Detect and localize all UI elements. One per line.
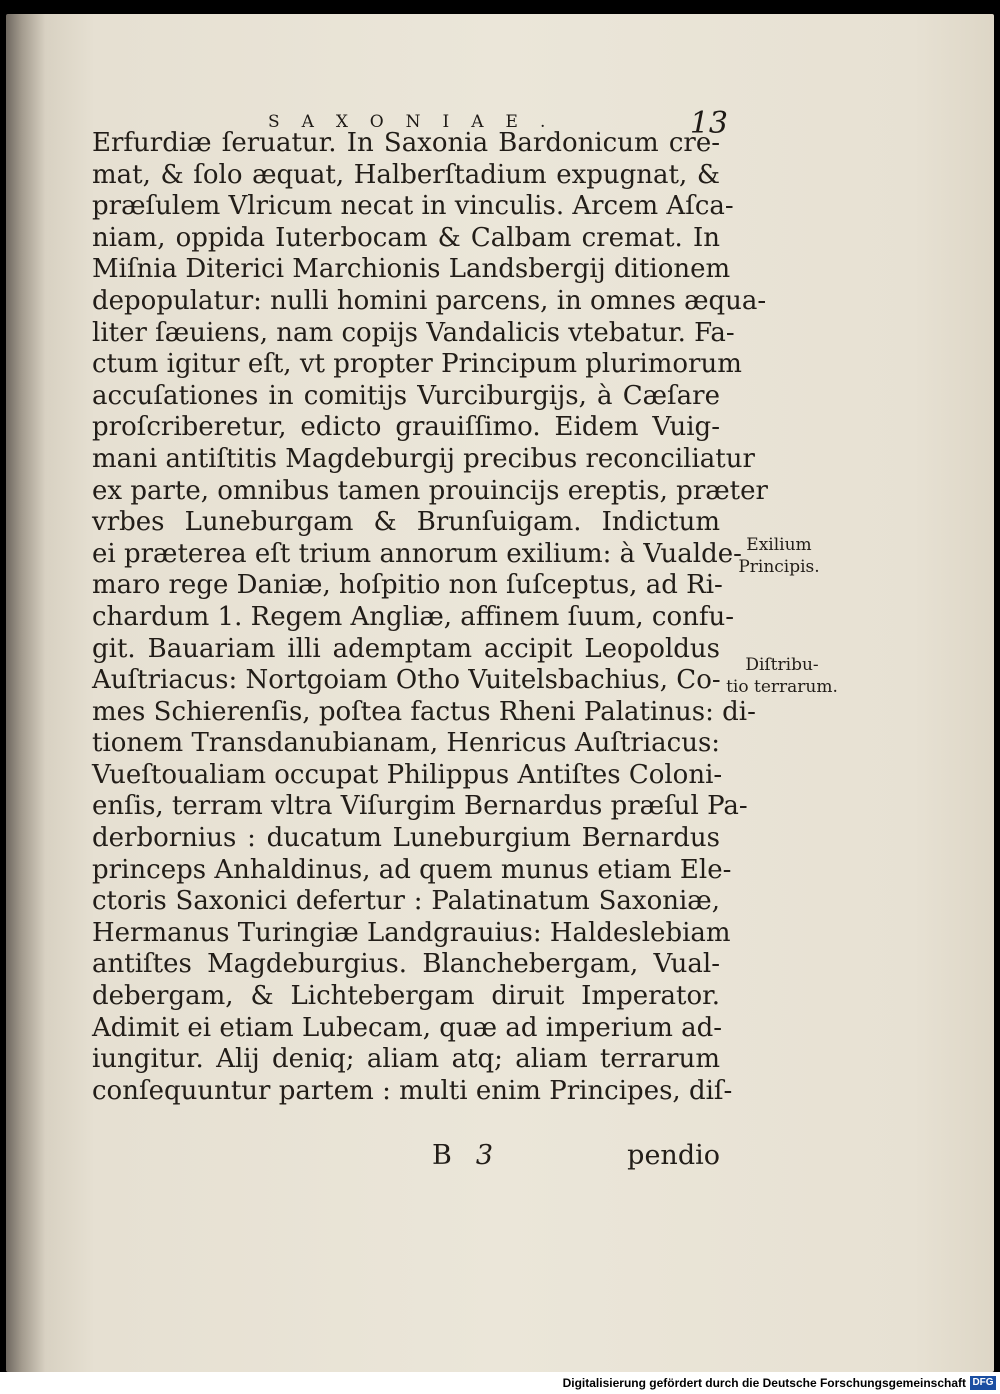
- text-line: vrbes Luneburgam & Brunſuigam. Indictum: [92, 507, 720, 538]
- text-line: antiſtes Magdeburgius. Blanchebergam, Vual-: [92, 949, 720, 980]
- signature-letter: B: [432, 1140, 458, 1171]
- text-line: præſulem Vlricum necat in vinculis. Arcem Aſca-: [92, 191, 734, 222]
- text-line: chardum 1. Regem Angliæ, affinem ſuum, confu-: [92, 601, 735, 632]
- text-line: derbornius : ducatum Luneburgium Bernardus: [92, 823, 720, 854]
- text-line: niam, oppida Iuterbocam & Calbam cremat. In: [92, 222, 720, 253]
- page-number: 13: [689, 106, 728, 141]
- signature-number: 3: [475, 1140, 494, 1171]
- marginal-note-distribution: [722, 654, 842, 698]
- text-line: Auſtriacus: Nortgoiam Otho Vuitelsbachius, Co-: [92, 665, 721, 696]
- text-line: ei præterea eſt trium annorum exilium: à Vualde-: [92, 538, 742, 569]
- digitization-footer: [0, 1372, 1000, 1394]
- marginal-note-exile: [730, 534, 828, 578]
- marginal-note-line: Exilium: [746, 535, 812, 555]
- text-line: mani antiſtitis Magdeburgij precibus reconciliatur: [92, 443, 755, 474]
- text-line: conſequuntur partem : multi enim Principes, diſ-: [92, 1075, 733, 1106]
- text-line: iungitur. Alij deniq; aliam atq; aliam terrarum: [92, 1044, 720, 1075]
- signature-mark: [432, 1140, 493, 1171]
- funding-notice: Digitalisierung gefördert durch die Deutsche Forschungsgemeinschaft: [562, 1376, 966, 1390]
- catchword: pendio: [627, 1140, 720, 1171]
- dfg-logo: DFG: [970, 1376, 996, 1390]
- text-line: Erfurdiæ ſeruatur. In Saxonia Bardonicum cre-: [92, 128, 720, 158]
- text-line: git. Bauariam illi ademptam accipit Leopoldus: [92, 633, 720, 664]
- running-head: SAXONIAE.: [268, 112, 568, 132]
- text-line: depopulatur: nulli homini parcens, in omnes æqua-: [92, 285, 767, 316]
- text-line: ex parte, omnibus tamen prouincijs ereptis, præter: [92, 475, 768, 506]
- marginal-note-line: Diſtribu-: [745, 655, 819, 675]
- text-line: Vueſtoualiam occupat Philippus Antiſtes Coloni-: [92, 759, 723, 790]
- text-line: proſcriberetur, edicto grauiſſimo. Eidem Vuig-: [92, 412, 720, 443]
- text-line: Miſnia Diterici Marchionis Landsbergij ditionem: [92, 254, 731, 285]
- marginal-note-line: tio terrarum.: [726, 677, 838, 697]
- text-line: liter ſæuiens, nam copijs Vandalicis vtebatur. Fa-: [92, 317, 735, 348]
- text-line: maro rege Daniæ, hoſpitio non ſuſceptus, ad Ri-: [92, 570, 723, 601]
- text-line: enſis, terram vltra Viſurgim Bernardus præſul Pa-: [92, 791, 748, 822]
- text-line: Hermanus Turingiæ Landgrauius: Haldeslebiam: [92, 917, 731, 948]
- text-line: Adimit ei etiam Lubecam, quæ ad imperium ad-: [92, 1012, 723, 1043]
- text-line: tionem Transdanubianam, Henricus Auſtriacus:: [92, 728, 721, 759]
- text-line: princeps Anhaldinus, ad quem munus etiam Ele-: [92, 854, 732, 885]
- main-text-block: [92, 128, 768, 1107]
- text-line: accuſationes in comitijs Vurciburgijs, à Cæſare: [92, 380, 720, 411]
- text-line: ctoris Saxonici defertur : Palatinatum Saxoniæ,: [92, 886, 720, 917]
- text-line: ctum igitur eſt, vt propter Principum plurimorum: [92, 349, 742, 380]
- text-line: debergam, & Lichtebergam diruit Imperator.: [92, 981, 720, 1012]
- text-line: mat, & ſolo æquat, Halberſtadium expugnat, &: [92, 159, 720, 190]
- signature-line: [92, 1140, 720, 1174]
- text-line: mes Schierenſis, poſtea factus Rheni Palatinus: di-: [92, 696, 756, 727]
- marginal-note-line: Principis.: [738, 557, 820, 577]
